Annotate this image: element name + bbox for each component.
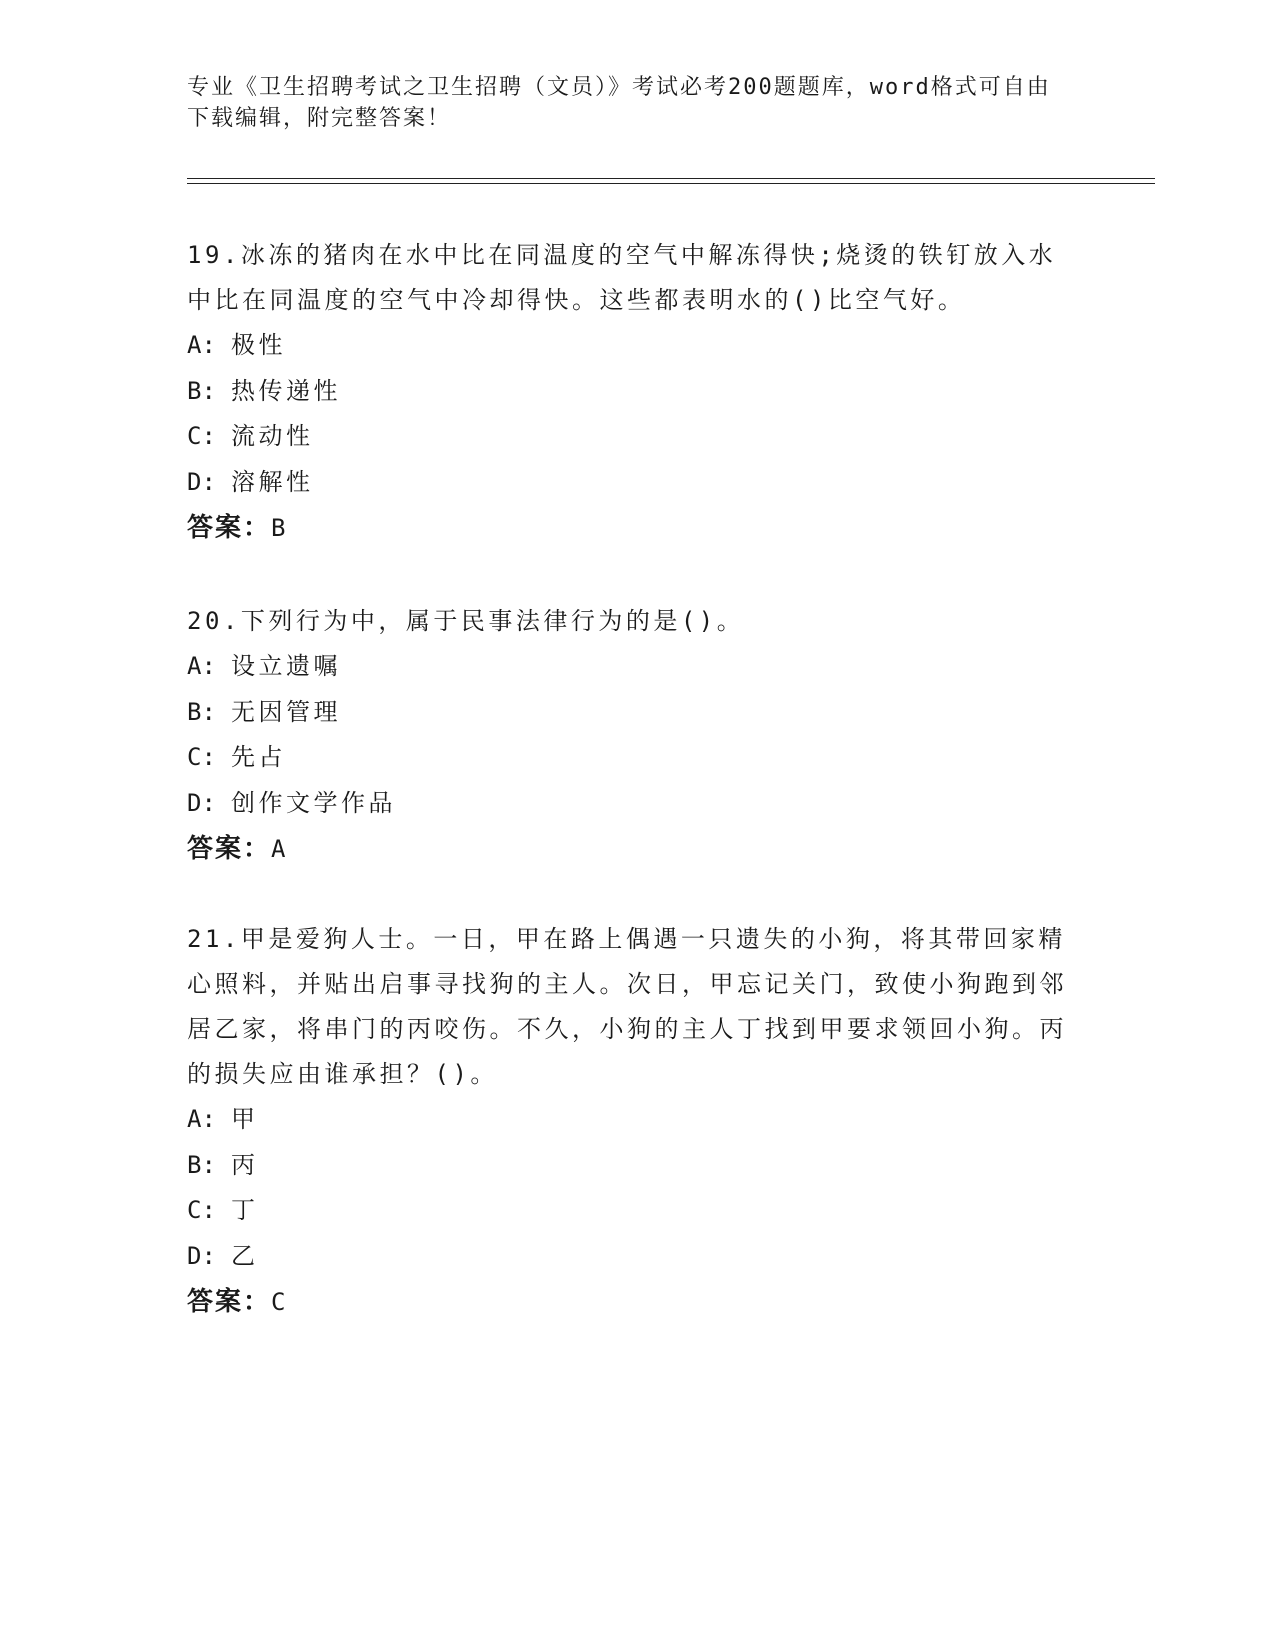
option-c: [187, 1188, 1087, 1234]
answer-value: B: [271, 514, 286, 542]
header-divider-bottom: [187, 183, 1155, 184]
option-text: 设立遗嘱: [231, 652, 341, 680]
answer-value: C: [271, 1288, 286, 1316]
option-letter: C:: [187, 743, 216, 771]
option-d: [187, 1234, 1087, 1280]
answer-line: [187, 505, 1087, 551]
question-20: [187, 599, 1087, 872]
option-d: [187, 460, 1087, 506]
option-letter: B:: [187, 697, 216, 726]
header-divider-top: [187, 178, 1155, 179]
option-a: [187, 323, 1087, 369]
option-text: 流动性: [231, 422, 314, 450]
option-a: [187, 644, 1087, 690]
option-letter: D:: [187, 1241, 216, 1270]
option-letter: C:: [187, 1196, 216, 1224]
question-stem: 19.冰冻的猪肉在水中比在同温度的空气中解冻得快;烧烫的铁钉放入水中比在同温度的空气中冷却得快。这些都表明水的()比空气好。: [187, 241, 1057, 314]
option-b: [187, 369, 1087, 415]
option-text: 无因管理: [231, 697, 341, 726]
option-b: [187, 1143, 1087, 1189]
option-text: 先占: [231, 743, 286, 771]
option-text: 创作文学作品: [231, 788, 396, 817]
answer-line: [187, 1279, 1087, 1325]
answer-label: 答案：: [187, 513, 272, 543]
option-b: [187, 690, 1087, 736]
option-letter: D:: [187, 788, 216, 817]
question-21: [187, 917, 1087, 1325]
option-text: 热传递性: [231, 376, 341, 405]
answer-value: A: [271, 835, 286, 863]
answer-line: [187, 826, 1087, 872]
option-c: [187, 414, 1087, 460]
option-letter: A:: [187, 652, 216, 680]
document-header: 专业《卫生招聘考试之卫生招聘（文员）》考试必考200题题库，word格式可自由下载编辑，附完整答案！: [187, 75, 1051, 131]
answer-label: 答案：: [187, 834, 272, 864]
option-letter: B:: [187, 376, 216, 405]
option-text: 乙: [231, 1241, 259, 1270]
option-text: 丁: [231, 1196, 259, 1224]
option-text: 丙: [231, 1150, 259, 1179]
option-c: [187, 735, 1087, 781]
option-d: [187, 781, 1087, 827]
answer-label: 答案：: [187, 1287, 272, 1317]
option-letter: C:: [187, 422, 216, 450]
option-letter: B:: [187, 1150, 216, 1179]
option-letter: A:: [187, 1105, 216, 1133]
option-letter: A:: [187, 331, 216, 359]
option-a: [187, 1097, 1087, 1143]
option-text: 极性: [231, 331, 286, 359]
option-text: 甲: [231, 1105, 259, 1133]
option-text: 溶解性: [231, 467, 314, 496]
option-letter: D:: [187, 467, 216, 496]
question-stem: 21.甲是爱狗人士。一日，甲在路上偶遇一只遗失的小狗，将其带回家精心照料，并贴出启事寻找狗的主人。次日，甲忘记关门，致使小狗跑到邻居乙家，将串门的丙咬伤。不久，小狗的主人丁找到甲要求领回小狗。丙的损失应由谁承担？()。: [187, 925, 1067, 1088]
question-stem: 20.下列行为中，属于民事法律行为的是()。: [187, 607, 745, 635]
question-19: [187, 233, 1087, 551]
